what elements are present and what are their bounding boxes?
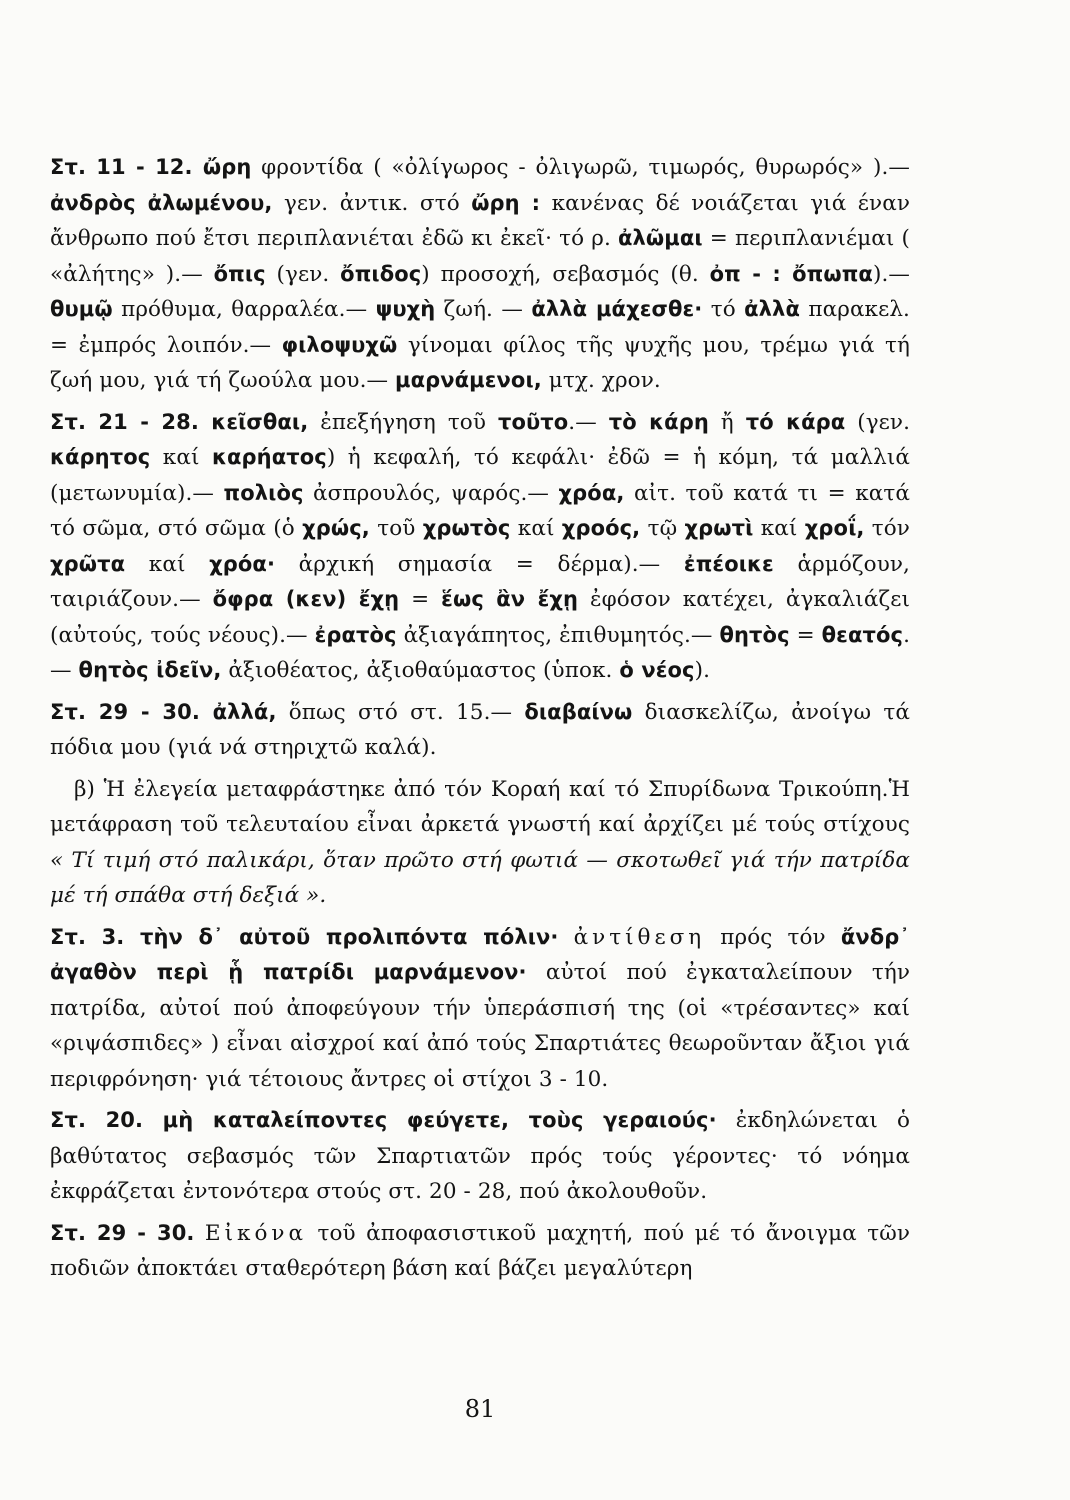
- text-run: καί: [753, 516, 805, 541]
- paragraph-translation-note: [50, 772, 910, 914]
- bold-term: ἐρατὸς: [314, 622, 397, 647]
- bold-term: ὤρη :: [471, 190, 541, 215]
- text-run: ἐφόσον κατέχει, ἀγκαλιάζει (αὐτούς, τούς νέους).—: [50, 587, 910, 648]
- text-run: τό: [702, 297, 745, 322]
- bold-term: Στ. 21 - 28. κεῖσθαι,: [50, 409, 309, 434]
- paragraph-st-29-30: [50, 695, 910, 766]
- bold-term: ἀλλὰ μάχεσθε·: [531, 297, 703, 321]
- text-run: ἀξιαγάπητος, ἐπιθυμητός.—: [396, 622, 720, 648]
- paragraph-st-3: [50, 920, 910, 1098]
- bold-term: χρόα·: [209, 551, 276, 576]
- bold-term: ὄπιδος: [340, 261, 422, 286]
- text-run: = περιπλανιέμαι ( «ἀλήτης» ).—: [50, 226, 910, 287]
- bold-term: ἕως ἂν ἔχῃ: [441, 587, 579, 611]
- text-run: πρόθυμα, θαρραλέα.—: [112, 297, 376, 322]
- bold-term: χρώς,: [302, 516, 370, 540]
- page-number: 81: [464, 1395, 496, 1423]
- paragraph-st-20: [50, 1103, 910, 1210]
- text-run: αἰτ. τοῦ κατά τι = κατά τό σῶμα, στό σῶμα (ὁ: [50, 480, 910, 541]
- bold-term: Στ. 20. μὴ καταλείποντες φεύγετε, τοὺς γεραιούς·: [50, 1108, 717, 1132]
- text-run: ἀξιοθέατος, ἀξιοθαύμαστος (ὑποκ.: [221, 658, 620, 683]
- text-run: τόν: [864, 516, 910, 541]
- text-run: καί: [125, 551, 210, 577]
- text-run: [194, 1221, 204, 1246]
- text-run: φροντίδα ( «ὀλίγωρος - ὀλιγωρῶ, τιμωρός, θυρωρός» ).—: [251, 155, 910, 180]
- text-run: τοῦ: [369, 516, 423, 541]
- text-run: (γεν.: [845, 409, 911, 435]
- paragraph-st-21-28: [50, 405, 910, 689]
- text-run: αὐτοί πού ἐγκαταλείπουν τήν πατρίδα, αὐτοί πού ἀποφεύγουν τήν ὑπεράσπισή της (οἱ «τρέσαντες» καί «ριψάσπιδες» ) εἶναι αἰσχροί καί ἀπό τούς Σπαρτιάτες θεωροῦνταν ἄξιοι γιά περιφρόνηση· γιά τέτοιους ἄντρες οἱ στίχοι 3 - 10.: [50, 960, 910, 1092]
- text-run: =: [789, 622, 822, 648]
- text-run: ).—: [872, 261, 910, 287]
- text-run: ἀρχική σημασία = δέρμα).—: [275, 551, 684, 577]
- bold-term: ὄφρα (κεν) ἔχῃ: [212, 587, 400, 611]
- bold-term: καρήατος: [211, 445, 327, 469]
- text-run: παρακελ. = ἐμπρός λοιπόν.—: [50, 297, 910, 358]
- text-run: ) ἡ κεφαλή, τό κεφάλι· ἐδῶ = ἡ κόμη, τά μαλλιά (μετωνυμία).—: [50, 445, 910, 506]
- text-run: ἐκδηλώνεται ὁ βαθύτατος σεβασμός τῶν Σπαρτιατῶν πρός τούς γέροντες· τό νόημα ἐκφράζεται ἐντονότερα στούς στ. 20 - 28, πού ἀκολουθοῦν.: [50, 1108, 910, 1204]
- text-run: ἤ: [708, 409, 746, 435]
- text-run: μτχ. χρον.: [541, 368, 661, 393]
- bold-term: θεατός: [821, 622, 904, 647]
- bold-term: χρόα,: [558, 480, 625, 505]
- paragraph-st-29-30-image: [50, 1216, 910, 1287]
- text-run: τοῦ ἀποφασιστικοῦ μαχητή, πού μέ τό ἄνοιγμα τῶν ποδιῶν ἀποκτάει σταθερότερη βάση καί βάζει μεγαλύτερη: [50, 1220, 911, 1281]
- bold-term: ἀλλὰ: [744, 297, 800, 321]
- text-run: καί: [510, 516, 562, 541]
- bold-term: θυμῷ: [50, 297, 113, 321]
- document-body: [50, 150, 910, 1287]
- text-run: ).: [694, 658, 711, 683]
- bold-term: ψυχὴ: [375, 297, 436, 321]
- text-run: ὅπως στό στ. 15.—: [276, 699, 525, 725]
- bold-term: ὁ νέος: [619, 658, 695, 682]
- bold-term: ἀλῶμαι: [618, 226, 703, 250]
- spaced-emphasis: ἀντίθεση: [573, 924, 706, 950]
- text-run: ) προσοχή, σεβασμός (θ.: [421, 261, 710, 287]
- bold-term: τό κάρα: [745, 409, 846, 434]
- text-run: γίνομαι φίλος τῆς ψυχῆς μου, τρέμω γιά τή ζωή μου, γιά τή ζωούλα μου.—: [50, 332, 910, 393]
- bold-term: κάρητος: [50, 445, 151, 469]
- text-run: καί: [150, 445, 212, 470]
- text-run: =: [399, 587, 442, 612]
- text-run: διασκελίζω, ἀνοίγω τά πόδια μου (γιά νά στηριχτῶ καλά).: [50, 699, 910, 760]
- paragraph-st-11-12: [50, 150, 910, 399]
- bold-term: φιλοψυχῶ: [281, 332, 398, 357]
- text-run: κανένας δέ νοιάζεται γιά έναν ἄνθρωπο πού ἔτσι περιπλανιέται ἐδῶ κι ἐκεῖ· τό ρ.: [50, 190, 910, 251]
- bold-term: Στ. 29 - 30. ἀλλά,: [50, 699, 277, 724]
- text-run: .—: [568, 409, 609, 435]
- bold-term: τοῦτο: [497, 409, 569, 434]
- text-run: .—: [50, 622, 911, 683]
- italic-quote: « Τί τιμή στό παλικάρι, ὅταν πρῶτο στή φωτιά — σκοτωθεῖ γιά τήν πατρίδα μέ τή σπάθα στή δεξιά ».: [50, 847, 910, 908]
- text-run: ἁρμόζουν, ταιριάζουν.—: [50, 551, 910, 612]
- text-run: ζωή. —: [435, 297, 532, 322]
- bold-term: ὀπ - : ὄπωπα: [709, 261, 873, 286]
- bold-term: διαβαίνω: [524, 699, 633, 724]
- text-run: (γεν.: [265, 261, 341, 287]
- bold-term: θητὸς: [719, 622, 790, 647]
- bold-term: θητὸς ἰδεῖν,: [78, 658, 222, 682]
- bold-term: ἀνδρὸς ἀλωμένου,: [50, 190, 273, 215]
- bold-term: πολιὸς: [223, 480, 304, 505]
- bold-term: ἐπέοικε: [683, 551, 774, 576]
- spaced-emphasis: Εἰκόνα: [204, 1220, 308, 1246]
- bold-term: Στ. 11 - 12. ὤρη: [50, 155, 252, 179]
- text-run: γεν. ἀντικ. στό: [272, 190, 472, 216]
- bold-term: μαρνάμενοι,: [395, 368, 542, 392]
- text-run: [559, 925, 574, 950]
- bold-term: χρωτὸς: [422, 516, 511, 540]
- bold-term: ἄνδρ᾽ ἀγαθὸν περὶ ᾗ πατρίδι μαρνάμενον·: [50, 924, 911, 984]
- bold-term: χροΐ,: [804, 516, 865, 540]
- bold-term: τὸ κάρη: [608, 409, 709, 434]
- bold-term: χρωτὶ: [684, 516, 754, 540]
- text-run: πρός τόν: [705, 924, 841, 950]
- bold-term: χρῶτα: [50, 551, 126, 576]
- bold-term: χροός,: [561, 516, 641, 540]
- bold-term: Στ. 3. τὴν δ᾽ αὐτοῦ προλιπόντα πόλιν·: [50, 924, 559, 949]
- text-run: τῷ: [640, 516, 685, 541]
- bold-term: Στ. 29 - 30.: [50, 1220, 195, 1245]
- text-run: ἐπεξήγηση τοῦ: [308, 409, 498, 435]
- bold-term: ὄπις: [213, 261, 266, 286]
- text-run: β) Ἡ ἐλεγεία μεταφράστηκε ἀπό τόν Κοραή καί τό Σπυρίδωνα Τρικούπη.Ἡ μετάφραση τοῦ τελευταίου εἶναι ἀρκετά γνωστή καί ἀρχίζει μέ τούς στίχους: [50, 776, 910, 837]
- text-run: ἀσπρουλός, ψαρός.—: [303, 480, 559, 506]
